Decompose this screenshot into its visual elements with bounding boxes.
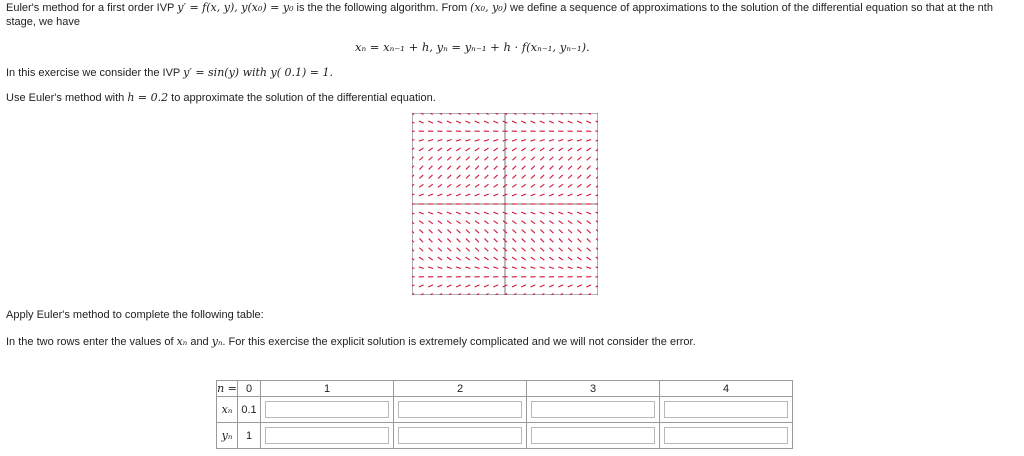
x3-input[interactable] (531, 401, 655, 418)
y0-value: 1 (238, 423, 261, 449)
x4-input[interactable] (664, 401, 788, 418)
column-header-3: 3 (527, 381, 660, 397)
yn-symbol: yₙ (211, 335, 223, 348)
rows-text-2: . For this exercise the explicit solution is extremely complicated and we will not consider the error. (222, 336, 696, 348)
step-size-text: Use Euler's method with (6, 92, 128, 104)
yn-row-label: yₙ (217, 423, 238, 449)
slope-field-svg (412, 113, 598, 295)
table-row-y (217, 423, 793, 449)
x1-input[interactable] (265, 401, 389, 418)
n-label: n = (217, 382, 237, 395)
ivp-statement (6, 66, 333, 79)
y4-input[interactable] (664, 427, 788, 444)
table-row-x (217, 397, 793, 423)
column-header-4: 4 (660, 381, 793, 397)
euler-table (216, 380, 793, 449)
y1-input[interactable] (265, 427, 389, 444)
euler-formula: xₙ = xₙ₋₁ + h, yₙ = yₙ₋₁ + h · f(xₙ₋₁, yₙ₋₁). (355, 40, 590, 54)
step-size-statement (6, 91, 436, 104)
step-size-text-2: to approximate the solution of the differential equation. (168, 92, 436, 104)
ivp-statement-text: In this exercise we consider the IVP (6, 67, 184, 79)
y2-cell (394, 423, 527, 449)
column-header-0: 0 (238, 381, 261, 397)
x1-cell (261, 397, 394, 423)
xn-row-label: xₙ (217, 397, 238, 423)
y1-cell (261, 423, 394, 449)
slope-field-plot (412, 113, 598, 295)
intro-text-1: Euler's method for a first order IVP (6, 2, 178, 14)
rows-text-1: In the two rows enter the values of (6, 336, 177, 348)
y2-input[interactable] (398, 427, 522, 444)
start-point-math: (x₀, y₀) (470, 1, 507, 14)
y3-input[interactable] (531, 427, 655, 444)
x2-input[interactable] (398, 401, 522, 418)
intro-text-2: is the the following algorithm. From (293, 2, 471, 14)
step-size-math: h = 0.2 (127, 91, 169, 104)
y4-cell (660, 423, 793, 449)
rows-text-and: and (187, 336, 212, 348)
x3-cell (527, 397, 660, 423)
column-header-2: 2 (394, 381, 527, 397)
x0-value: 0.1 (238, 397, 261, 423)
y3-cell (527, 423, 660, 449)
table-row-n (217, 381, 793, 397)
apply-instruction: Apply Euler's method to complete the following table: (6, 309, 264, 321)
ivp-definition-math: y′ = f(x, y), y(x₀) = y₀ (177, 1, 294, 14)
xn-symbol: xₙ (176, 335, 188, 348)
x2-cell (394, 397, 527, 423)
x4-cell (660, 397, 793, 423)
intro-text-3: we define a sequence of approximations to the solution of the differential equation so that at the nth stage, we have (6, 2, 993, 28)
column-header-1: 1 (261, 381, 394, 397)
rows-instruction (6, 335, 696, 348)
intro-paragraph (6, 1, 1011, 29)
ivp-statement-math: y′ = sin(y) with y( 0.1) = 1. (183, 66, 334, 79)
